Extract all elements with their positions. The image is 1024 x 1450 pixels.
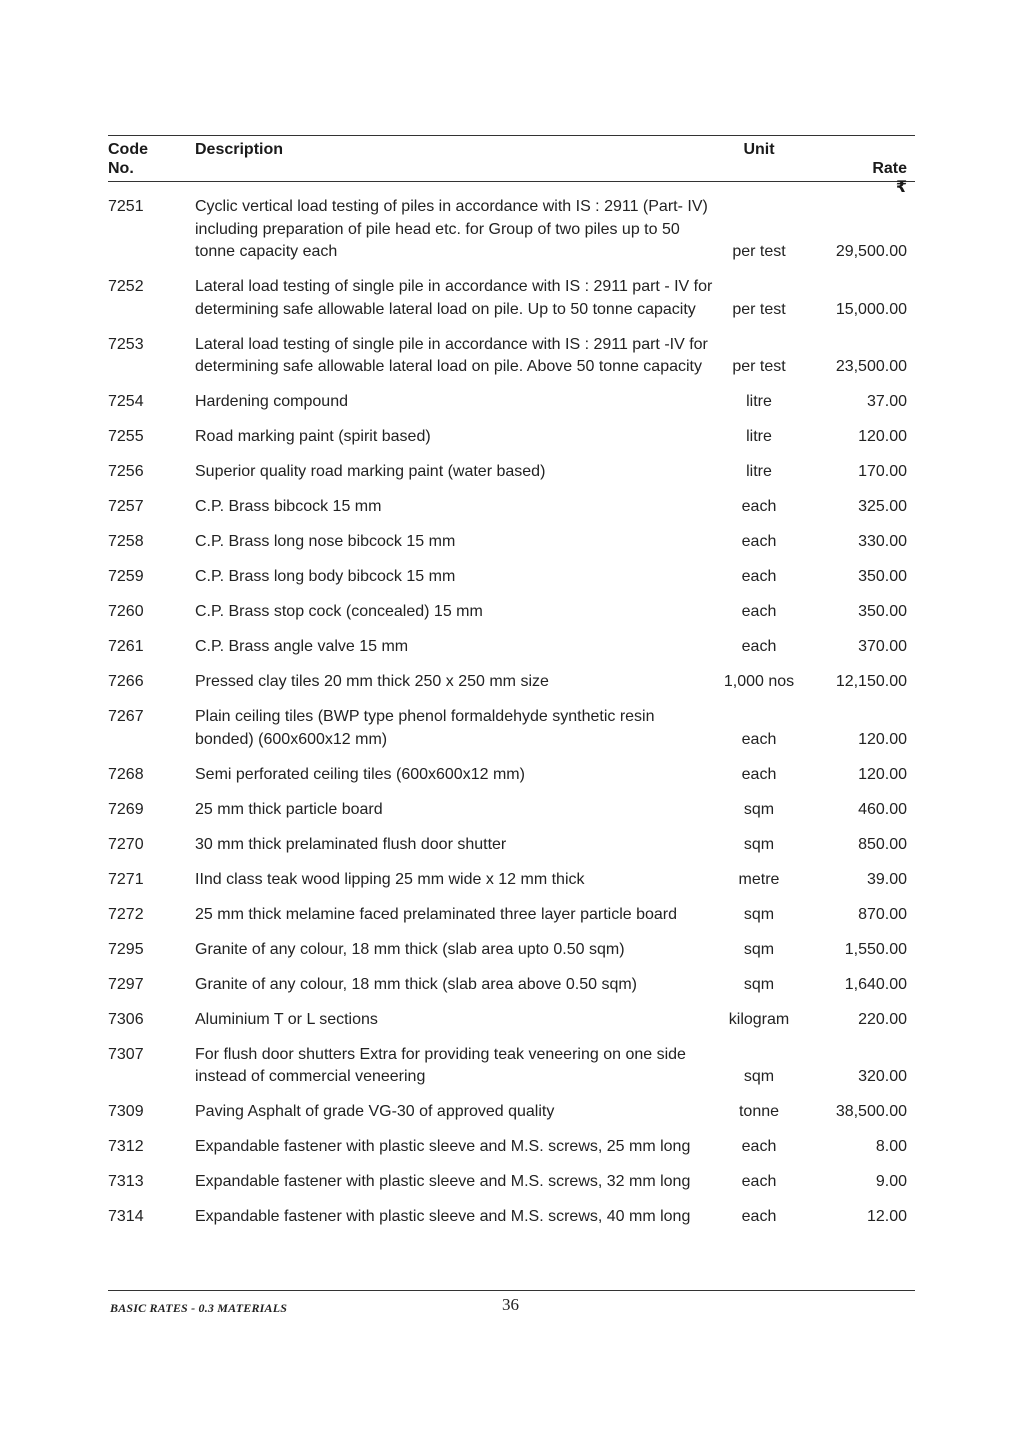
table-row bbox=[108, 496, 915, 519]
row-description: C.P. Brass long body bibcock 15 mm bbox=[195, 568, 456, 585]
row-unit: metre bbox=[738, 870, 780, 888]
row-rate: 870.00 bbox=[858, 905, 907, 923]
row-description: 25 mm thick melamine faced prelaminated three layer particle board bbox=[195, 905, 678, 923]
table-row bbox=[108, 1171, 915, 1194]
row-description: Expandable fastener with plastic sleeve and M.S. screws, 25 mm long bbox=[195, 1138, 691, 1155]
table-row bbox=[108, 601, 915, 624]
header-unit: Unit bbox=[743, 141, 775, 158]
row-code: 7254 bbox=[108, 393, 144, 410]
table-row bbox=[108, 531, 915, 554]
header-rate-cell bbox=[800, 140, 907, 216]
row-code: 7297 bbox=[108, 975, 144, 993]
table-header bbox=[108, 136, 915, 196]
row-description: Expandable fastener with plastic sleeve and M.S. screws, 32 mm long bbox=[195, 1173, 691, 1190]
table-row bbox=[108, 461, 915, 484]
row-description: Granite of any colour, 18 mm thick (slab area upto 0.50 sqm) bbox=[195, 940, 625, 958]
row-description: Superior quality road marking paint (water based) bbox=[195, 463, 546, 480]
table-row bbox=[108, 706, 915, 751]
row-description: Hardening compound bbox=[195, 393, 348, 410]
row-description: Cyclic vertical load testing of piles in accordance with IS : 2911 (Part- IV) including preparation of pile head etc. for Group of two piles up to 50 tonne capacity each bbox=[195, 198, 708, 260]
row-description: C.P. Brass bibcock 15 mm bbox=[195, 498, 382, 515]
row-unit: each bbox=[741, 765, 777, 783]
row-unit: each bbox=[741, 603, 777, 620]
row-rate: 120.00 bbox=[858, 765, 907, 783]
row-unit: sqm bbox=[743, 975, 775, 993]
row-code: 7261 bbox=[108, 638, 144, 655]
row-rate: 39.00 bbox=[866, 870, 907, 888]
row-rate: 1,640.00 bbox=[844, 975, 907, 993]
row-code: 7252 bbox=[108, 278, 144, 295]
row-rate: 37.00 bbox=[866, 393, 907, 410]
table-row bbox=[108, 391, 915, 414]
row-description: Expandable fastener with plastic sleeve and M.S. screws, 40 mm long bbox=[195, 1208, 691, 1225]
row-description: Paving Asphalt of grade VG-30 of approved quality bbox=[195, 1103, 555, 1120]
table-row bbox=[108, 1136, 915, 1159]
table-row bbox=[108, 904, 915, 927]
row-description: Granite of any colour, 18 mm thick (slab area above 0.50 sqm) bbox=[195, 975, 637, 993]
row-unit: each bbox=[741, 1208, 777, 1225]
row-rate: 15,000.00 bbox=[835, 300, 907, 318]
row-code: 7313 bbox=[108, 1173, 144, 1190]
table-row bbox=[108, 869, 915, 892]
row-code: 7272 bbox=[108, 905, 144, 923]
row-unit: each bbox=[741, 533, 777, 550]
row-code: 7295 bbox=[108, 940, 144, 958]
row-rate: 170.00 bbox=[858, 463, 907, 480]
row-code: 7309 bbox=[108, 1103, 144, 1120]
page-footer bbox=[108, 1290, 915, 1315]
row-unit: 1,000 nos bbox=[723, 673, 795, 690]
row-rate: 850.00 bbox=[858, 835, 907, 853]
row-code: 7307 bbox=[108, 1045, 144, 1063]
row-code: 7258 bbox=[108, 533, 144, 550]
row-rate: 8.00 bbox=[875, 1138, 907, 1155]
table-row bbox=[108, 1044, 915, 1089]
row-unit: each bbox=[741, 730, 777, 748]
row-rate: 350.00 bbox=[858, 603, 907, 620]
table-row bbox=[108, 974, 915, 997]
row-description: 30 mm thick prelaminated flush door shutter bbox=[195, 835, 507, 853]
header-code: Code No. bbox=[108, 141, 148, 177]
row-rate: 9.00 bbox=[875, 1173, 907, 1190]
table-row bbox=[108, 566, 915, 589]
row-unit: each bbox=[741, 1173, 777, 1190]
row-rate: 320.00 bbox=[858, 1068, 907, 1085]
row-description: For flush door shutters Extra for providing teak veneering on one side instead of commercial veneering bbox=[195, 1045, 686, 1085]
row-rate: 1,550.00 bbox=[844, 940, 907, 958]
row-unit: each bbox=[741, 1138, 777, 1155]
row-unit: litre bbox=[746, 393, 772, 410]
table-row bbox=[108, 799, 915, 822]
page-number: 36 bbox=[502, 1295, 519, 1314]
row-unit: litre bbox=[746, 463, 772, 480]
row-code: 7253 bbox=[108, 335, 144, 353]
row-rate: 12.00 bbox=[866, 1208, 907, 1225]
row-rate: 38,500.00 bbox=[835, 1103, 907, 1120]
row-code: 7312 bbox=[108, 1138, 144, 1155]
row-rate: 325.00 bbox=[858, 498, 907, 515]
table-row bbox=[108, 939, 915, 962]
row-code: 7306 bbox=[108, 1010, 144, 1028]
row-code: 7267 bbox=[108, 708, 144, 725]
row-rate: 370.00 bbox=[858, 638, 907, 655]
table-row bbox=[108, 276, 915, 321]
row-description: C.P. Brass stop cock (concealed) 15 mm bbox=[195, 603, 483, 620]
row-description: Pressed clay tiles 20 mm thick 250 x 250 mm size bbox=[195, 673, 549, 690]
row-code: 7269 bbox=[108, 800, 144, 818]
table-row bbox=[108, 1206, 915, 1229]
row-description: 25 mm thick particle board bbox=[195, 800, 383, 818]
row-unit: sqm bbox=[743, 1068, 775, 1085]
table-row bbox=[108, 1101, 915, 1124]
row-rate: 460.00 bbox=[858, 800, 907, 818]
row-unit: sqm bbox=[743, 835, 775, 853]
row-rate: 220.00 bbox=[858, 1010, 907, 1028]
row-unit: each bbox=[741, 638, 777, 655]
row-code: 7257 bbox=[108, 498, 144, 515]
row-description: Semi perforated ceiling tiles (600x600x12 mm) bbox=[195, 765, 525, 783]
row-description: C.P. Brass long nose bibcock 15 mm bbox=[195, 533, 456, 550]
row-unit: sqm bbox=[743, 905, 775, 923]
row-code: 7266 bbox=[108, 673, 144, 690]
row-description: Road marking paint (spirit based) bbox=[195, 428, 431, 445]
row-description: Lateral load testing of single pile in accordance with IS : 2911 part - IV for determining safe allowable lateral load on pile. Up to 50 tonne capacity bbox=[195, 278, 713, 318]
row-description: Lateral load testing of single pile in accordance with IS : 2911 part -IV for determining safe allowable lateral load on pile. Above 50 tonne capacity bbox=[195, 335, 708, 375]
footer-section: BASIC RATES - 0.3 MATERIALS bbox=[110, 1301, 288, 1315]
table-body bbox=[108, 182, 915, 1229]
row-unit: sqm bbox=[743, 940, 775, 958]
row-code: 7314 bbox=[108, 1208, 144, 1225]
row-code: 7251 bbox=[108, 198, 144, 215]
table-row bbox=[108, 636, 915, 659]
row-description: IInd class teak wood lipping 25 mm wide x 12 mm thick bbox=[195, 870, 585, 888]
table-row bbox=[108, 426, 915, 449]
row-code: 7259 bbox=[108, 568, 144, 585]
row-rate: 23,500.00 bbox=[835, 358, 907, 375]
table-row bbox=[108, 671, 915, 694]
row-description: Plain ceiling tiles (BWP type phenol formaldehyde synthetic resin bonded) (600x600x12 mm) bbox=[195, 708, 655, 748]
table-row bbox=[108, 834, 915, 857]
row-unit: each bbox=[741, 568, 777, 585]
row-unit: per test bbox=[732, 358, 786, 375]
row-unit: litre bbox=[746, 428, 772, 445]
row-rate: 330.00 bbox=[858, 533, 907, 550]
row-code: 7256 bbox=[108, 463, 144, 480]
row-code: 7270 bbox=[108, 835, 144, 853]
rate-table bbox=[108, 135, 915, 1241]
table-row bbox=[108, 1009, 915, 1032]
table-row bbox=[108, 196, 915, 264]
header-description: Description bbox=[195, 141, 284, 158]
row-unit: per test bbox=[732, 243, 786, 260]
row-rate: 12,150.00 bbox=[835, 673, 907, 690]
row-rate: 120.00 bbox=[858, 428, 907, 445]
row-code: 7268 bbox=[108, 765, 144, 783]
row-description: Aluminium T or L sections bbox=[195, 1010, 378, 1028]
row-description: C.P. Brass angle valve 15 mm bbox=[195, 638, 409, 655]
rupee-icon: ₹ bbox=[895, 179, 907, 196]
row-unit: tonne bbox=[738, 1103, 780, 1120]
row-rate: 29,500.00 bbox=[835, 243, 907, 260]
row-code: 7255 bbox=[108, 428, 144, 445]
row-unit: kilogram bbox=[728, 1010, 790, 1028]
table-row bbox=[108, 334, 915, 379]
row-unit: sqm bbox=[743, 800, 775, 818]
row-unit: per test bbox=[732, 300, 786, 318]
row-rate: 120.00 bbox=[858, 730, 907, 748]
row-code: 7271 bbox=[108, 870, 144, 888]
row-unit: each bbox=[741, 498, 777, 515]
row-code: 7260 bbox=[108, 603, 144, 620]
table-row bbox=[108, 764, 915, 787]
header-rate: Rate bbox=[872, 160, 907, 177]
row-rate: 350.00 bbox=[858, 568, 907, 585]
